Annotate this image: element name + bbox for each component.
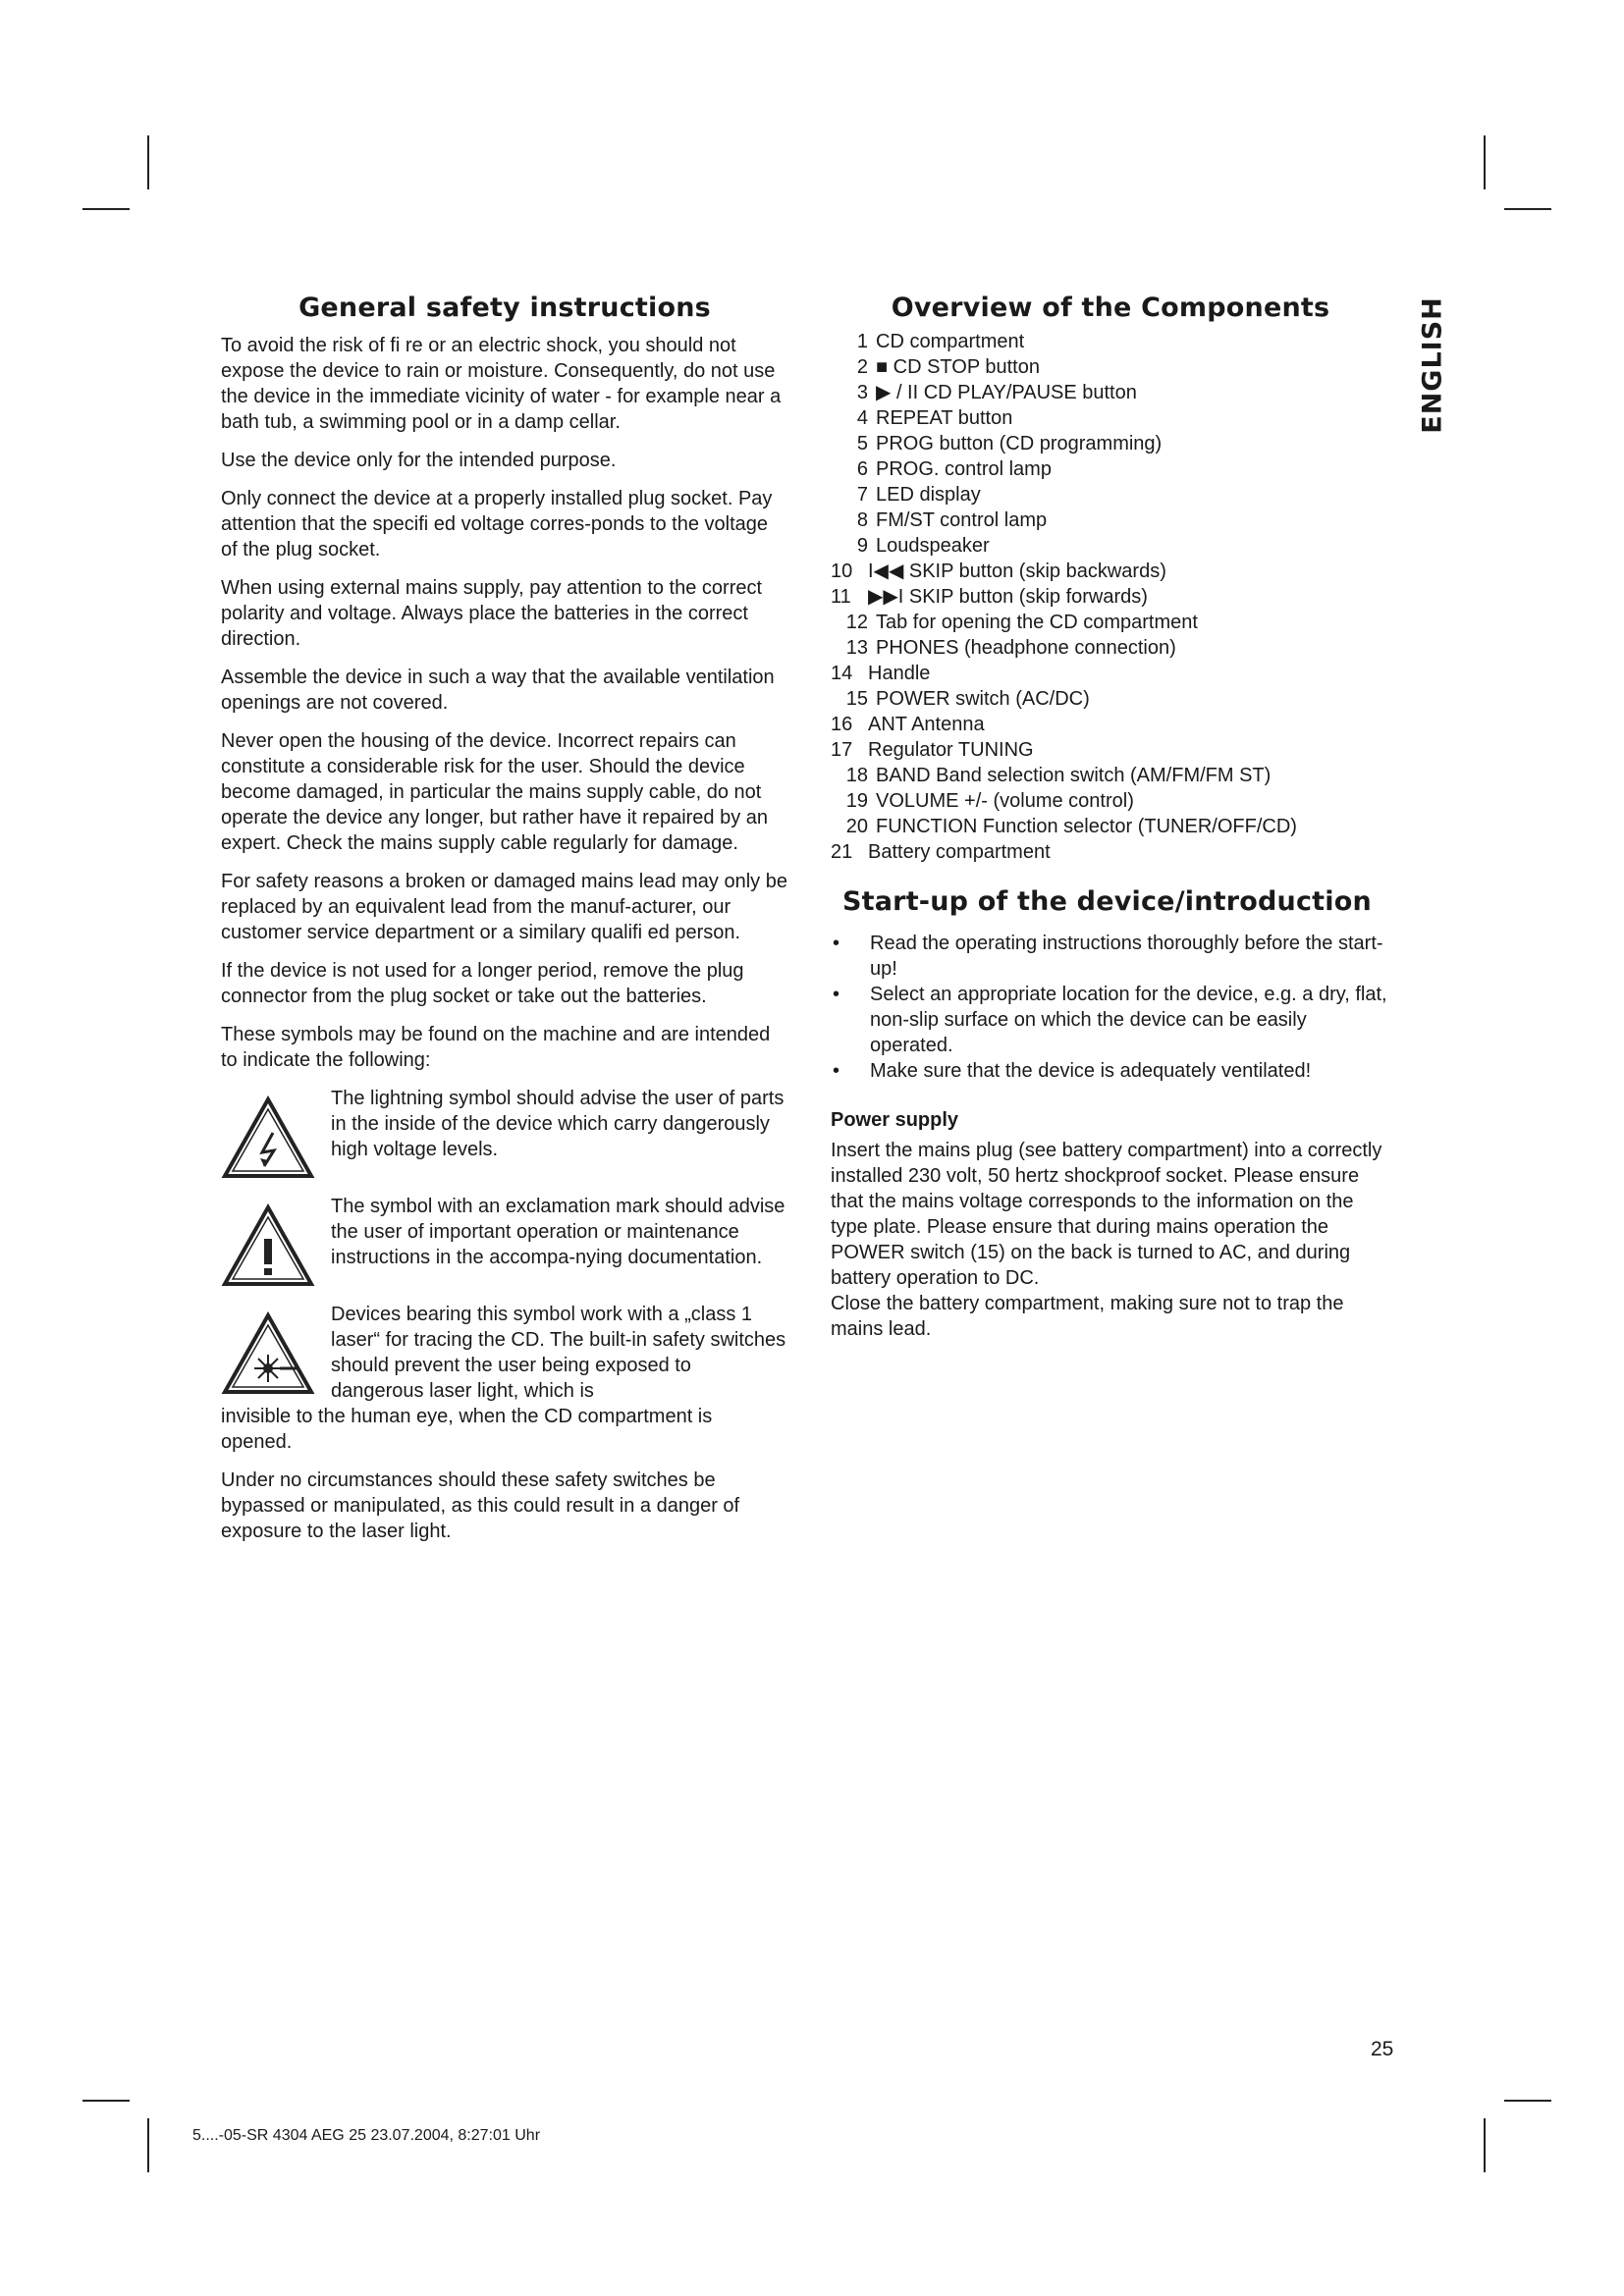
laser-symbol-row [221,1302,788,1404]
safety-paragraph: When using external mains supply, pay attention to the correct polarity and voltage. Always place the batteries in the correct direction. [221,577,763,650]
safety-column [221,293,788,1557]
component-item: 12 Tab for opening the CD compartment [845,612,1198,633]
startup-item: • Select an appropriate location for the device, e.g. a dry, flat, non-slip surface on which the device can be easily operated. [831,982,1390,1058]
exclamation-description: The symbol with an exclamation mark should advise the user of important operation or maintenance instructions in the accompa-nying documentation. [331,1196,785,1268]
safety-paragraph: Assemble the device in such a way that the available ventilation openings are not covered. [221,667,775,714]
lightning-symbol-row [221,1086,788,1184]
lightning-description: The lightning symbol should advise the user of parts in the inside of the device which carry dangerously high voltage levels. [331,1088,785,1160]
safety-paragraph: These symbols may be found on the machine and are intended to indicate the following: [221,1024,771,1071]
component-item: 21 Battery compartment [831,841,1051,863]
safety-paragraph: To avoid the risk of fi re or an electric shock, you should not expose the device to rain or moisture. Consequently, do not use the device in the immediate vicinity of water - for example near a bath tub, a swimming pool or in a damp cellar. [221,335,782,433]
crop-mark [82,208,130,210]
component-item: 19 VOLUME +/- (volume control) [845,790,1134,812]
component-item: 20 FUNCTION Function selector (TUNER/OFF/CD) [845,816,1297,837]
component-item: 9 Loudspeaker [856,535,990,557]
page-number: 25 [1371,2038,1394,2060]
crop-mark [147,135,149,189]
crop-mark [1504,2100,1551,2102]
component-item: 18 BAND Band selection switch (AM/FM/FM ST) [845,765,1272,786]
print-footer: 5....-05-SR 4304 AEG 25 23.07.2004, 8:27:01 Uhr [192,2127,541,2144]
language-label: ENGLISH [1417,296,1448,434]
component-item: 14 Handle [831,663,931,684]
component-item: 4 REPEAT button [856,407,1013,429]
component-item: 17 Regulator TUNING [831,739,1034,761]
laser-description-continued: invisible to the human eye, when the CD compartment is opened. [221,1406,713,1453]
component-item: 15 POWER switch (AC/DC) [845,688,1090,710]
safety-paragraph: Use the device only for the intended purpose. [221,450,617,471]
exclamation-symbol-row [221,1194,788,1292]
safety-closing: Under no circumstances should these safety switches be bypassed or manipulated, as this could result in a danger of exposure to the laser light. [221,1469,740,1542]
startup-list [831,931,1390,1084]
safety-heading: General safety instructions [298,293,711,323]
component-item: 11 ▶▶I SKIP button (skip forwards) [831,586,1148,608]
component-item: 5 PROG button (CD programming) [856,433,1163,454]
components-list [831,329,1390,865]
component-item: 2 ■ CD STOP button [856,356,1040,378]
startup-item: • Read the operating instructions thoroughly before the start-up! [831,931,1390,982]
language-tab [1416,296,1449,434]
component-item: 1 CD compartment [856,331,1025,352]
startup-item: • Make sure that the device is adequately ventilated! [831,1058,1390,1084]
components-column [831,293,1390,1342]
safety-paragraph: Only connect the device at a properly installed plug socket. Pay attention that the specifi ed voltage corres-ponds to the voltage of the plug socket. [221,488,773,561]
crop-mark [1504,208,1551,210]
power-supply-paragraph: Insert the mains plug (see battery compartment) into a correctly installed 230 volt, 50 hertz shockproof socket. Please ensure that the mains voltage corresponds to the information on the type plate. Please ensure that during mains operation the POWER switch (15) on the back is turned to AC, and during battery operation to DC. [831,1140,1382,1289]
safety-paragraph: If the device is not used for a longer period, remove the plug connector from the plug socket or take out the batteries. [221,960,744,1007]
overview-heading: Overview of the Components [891,293,1330,323]
component-item: 6 PROG. control lamp [856,458,1052,480]
component-item: 8 FM/ST control lamp [856,509,1048,531]
laser-warning-icon [221,1311,315,1396]
laser-description: Devices bearing this symbol work with a „class 1 laser“ for tracing the CD. The built-in safety switches should prevent the user being exposed to dangerous laser light, which is [331,1304,786,1402]
exclamation-warning-icon [221,1203,315,1288]
crop-mark [1484,135,1486,189]
component-item: 16 ANT Antenna [831,714,985,735]
safety-paragraph: For safety reasons a broken or damaged mains lead may only be replaced by an equivalent lead from the manuf-acturer, our customer service department or a similary qualifi ed person. [221,871,787,943]
power-supply-heading: Power supply [831,1109,959,1131]
component-item: 13 PHONES (headphone connection) [845,637,1176,659]
component-item: 3 ▶ / II CD PLAY/PAUSE button [856,382,1137,403]
crop-mark [82,2100,130,2102]
crop-mark [1484,2118,1486,2172]
startup-heading: Start-up of the device/introduction [842,886,1372,917]
crop-mark [147,2118,149,2172]
component-item: 10 I◀◀ SKIP button (skip backwards) [831,561,1166,582]
lightning-warning-icon [221,1095,315,1180]
safety-paragraph: Never open the housing of the device. Incorrect repairs can constitute a considerable risk for the user. Should the device become damaged, in particular the mains supply cable, do not operate the device any longer, but rather have it repaired by an expert. Check the mains supply cable regularly for damage. [221,730,769,854]
power-supply-paragraph: Close the battery compartment, making sure not to trap the mains lead. [831,1293,1344,1340]
component-item: 7 LED display [856,484,981,506]
power-supply-text [831,1138,1390,1342]
